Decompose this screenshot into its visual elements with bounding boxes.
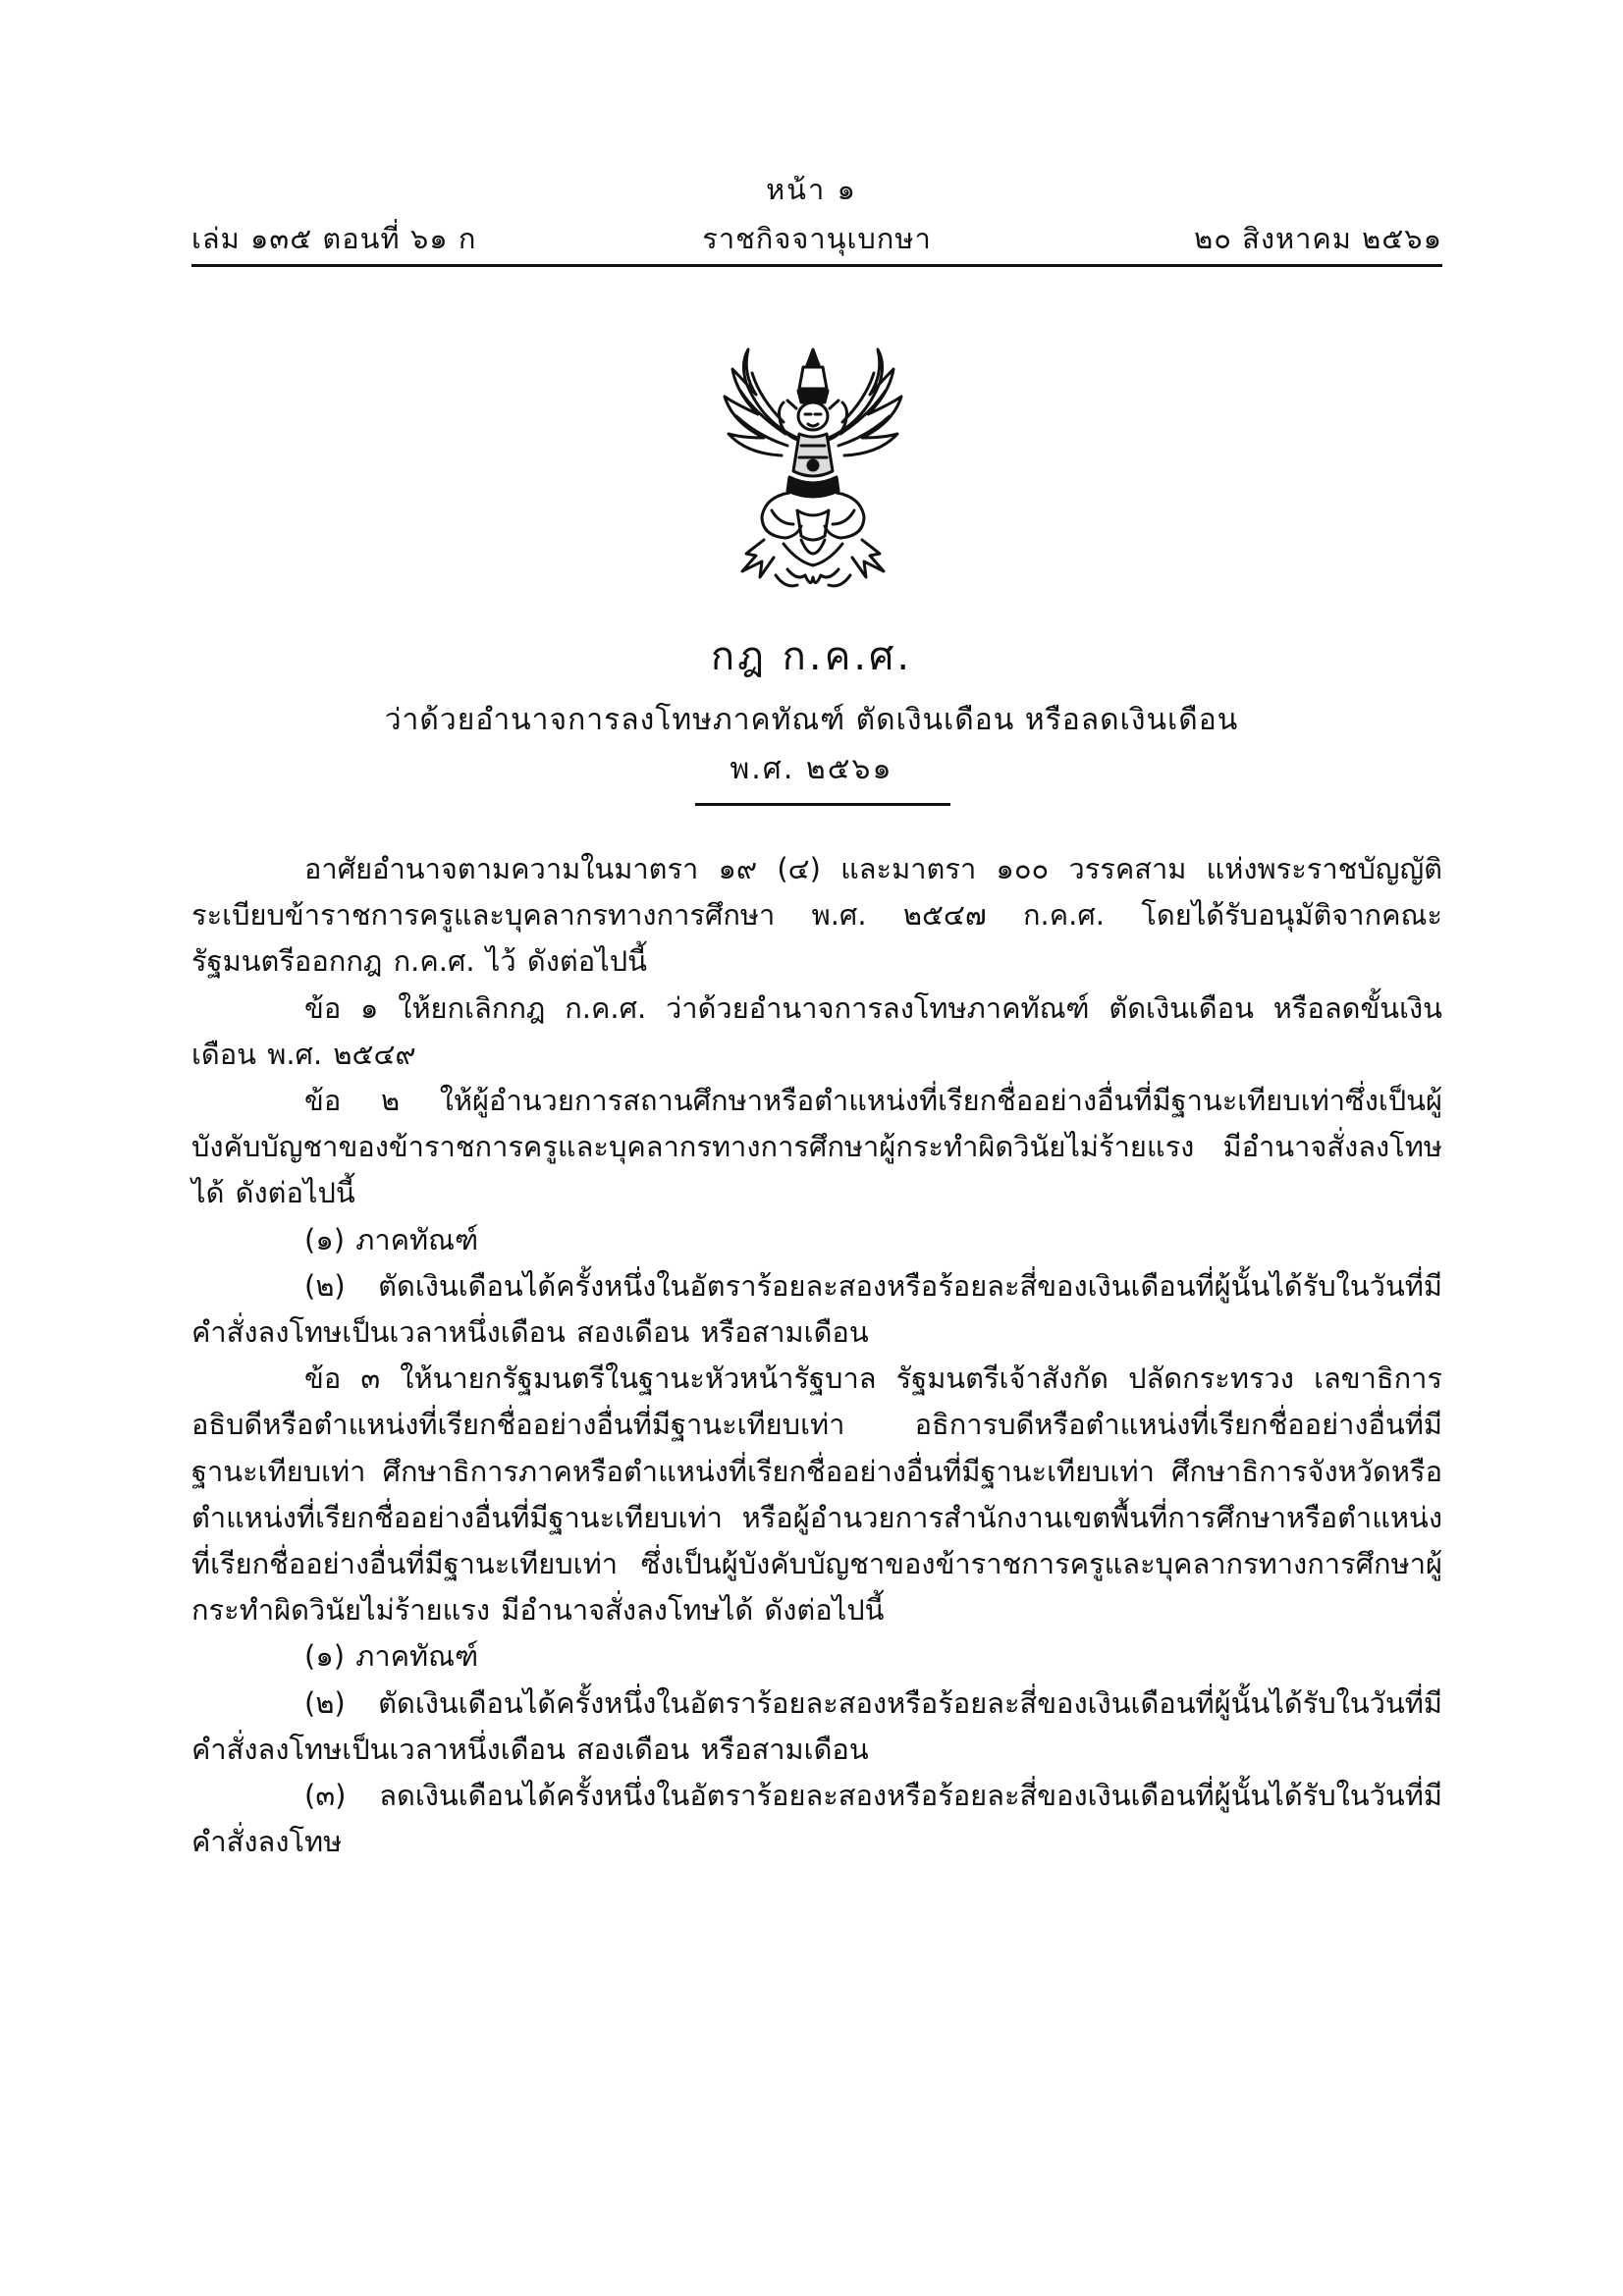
clause-3: ข้อ ๓ ให้นายกรัฐมนตรีในฐานะหัวหน้ารัฐบาล รัฐมนตรีเจ้าสังกัด ปลัดกระทรวง เลขาธิการ อธิบดีหรือตำแหน่งที่เรียกชื่ออย่างอื่นที่มีฐานะเทียบเท่า อธิการบดีหรือตำแหน่งที่เรียกชื่ออย่างอื่นที่มีฐานะเทียบเท่า ศึกษาธิการภาคหรือตำแหน่งที่เรียกชื่ออย่างอื่นที่มีฐานะเทียบเท่า ศึกษาธิการจังหวัดหรือตำแหน่งที่เรียกชื่ออย่างอื่นที่มีฐานะเทียบเท่า หรือผู้อำนวยการสำนักงานเขตพื้นที่การศึกษาหรือตำแหน่งที่เรียกชื่ออย่างอื่นที่มีฐานะเทียบเท่า ซึ่งเป็นผู้บังคับบัญชาของข้าราชการครูและบุคลากรทางการศึกษาผู้กระทำผิดวินัยไม่ร้ายแรง มีอำนาจสั่งลงโทษได้ ดังต่อไปนี้ — [191, 1362, 1442, 1628]
clause-2-item-1: (๑) ภาคทัณฑ์ — [304, 1222, 479, 1256]
gazette-header — [191, 216, 1442, 257]
clause-3-item-3: (๓) ลดเงินเดือนได้ครั้งหนึ่งในอัตราร้อยละสองหรือร้อยละสี่ของเงินเดือนที่ผู้นั้นได้รับในวันที่มีคำสั่งลงโทษ — [191, 1779, 1442, 1859]
page-number: หน้า ๑ — [766, 173, 857, 206]
clause-3-item-2: (๒) ตัดเงินเดือนได้ครั้งหนึ่งในอัตราร้อยละสองหรือร้อยละสี่ของเงินเดือนที่ผู้นั้นได้รับในวันที่มีคำสั่งลงโทษเป็นเวลาหนึ่งเดือน สองเดือน หรือสามเดือน — [191, 1685, 1442, 1766]
clause-2-item-2: (๒) ตัดเงินเดือนได้ครั้งหนึ่งในอัตราร้อยละสองหรือร้อยละสี่ของเงินเดือนที่ผู้นั้นได้รับในวันที่มีคำสั่งลงโทษเป็นเวลาหนึ่งเดือน สองเดือน หรือสามเดือน — [191, 1268, 1442, 1350]
document-year: พ.ศ. ๒๕๖๑ — [730, 752, 893, 786]
volume-issue: เล่ม ๑๓๕ ตอนที่ ๖๑ ก — [191, 222, 477, 255]
preamble-paragraph: อาศัยอำนาจตามความในมาตรา ๑๙ (๔) และมาตรา ๑๐๐ วรรคสาม แห่งพระราชบัญญัติระเบียบข้าราชการครูและบุคลากรทางการศึกษา พ.ศ. ๒๕๔๗ ก.ค.ศ. โดยได้รับอนุมัติจากคณะรัฐมนตรีออกกฎ ก.ค.ศ. ไว้ ดังต่อไปนี้ — [191, 852, 1442, 979]
clause-1: ข้อ ๑ ให้ยกเลิกกฎ ก.ค.ศ. ว่าด้วยอำนาจการลงโทษภาคทัณฑ์ ตัดเงินเดือน หรือลดขั้นเงินเดือน พ.ศ. ๒๕๔๙ — [191, 990, 1442, 1071]
clause-2: ข้อ ๒ ให้ผู้อำนวยการสถานศึกษาหรือตำแหน่งที่เรียกชื่ออย่างอื่นที่มีฐานะเทียบเท่าซึ่งเป็นผู้บังคับบัญชาของข้าราชการครูและบุคลากรทางการศึกษาผู้กระทำผิดวินัยไม่ร้ายแรง มีอำนาจสั่งลงโทษได้ ดังต่อไปนี้ — [191, 1084, 1442, 1210]
document-subtitle: ว่าด้วยอำนาจการลงโทษภาคทัณฑ์ ตัดเงินเดือน หรือลดเงินเดือน — [384, 703, 1239, 737]
document-title: กฎ ก.ค.ศ. — [710, 634, 913, 679]
document-body — [191, 846, 1442, 1865]
publication-date: ๒๐ สิงหาคม ๒๕๖๑ — [1194, 222, 1442, 255]
publication-name: ราชกิจจานุเบกษา — [702, 222, 932, 255]
header-divider — [191, 264, 1442, 267]
garuda-emblem-icon — [703, 344, 923, 594]
title-divider — [695, 803, 950, 806]
clause-3-item-1: (๑) ภาคทัณฑ์ — [304, 1639, 479, 1674]
